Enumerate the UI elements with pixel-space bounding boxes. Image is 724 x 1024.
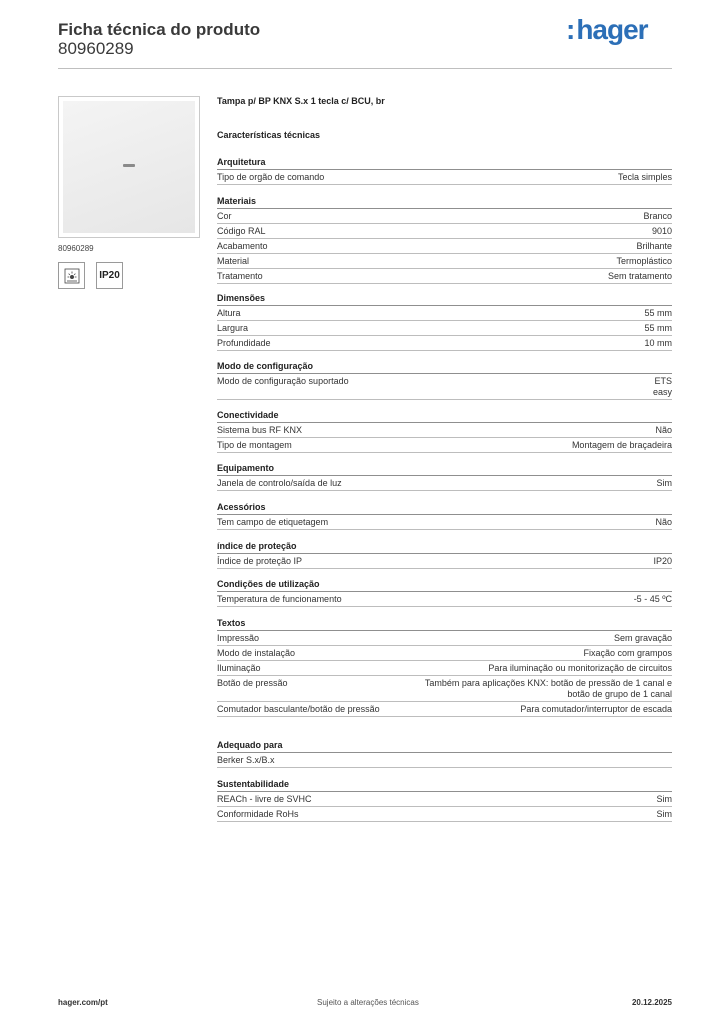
spec-value: Para comutador/interruptor de escada (520, 703, 672, 714)
section-title: Dimensões (217, 292, 672, 306)
spec-label: Sistema bus RF KNX (217, 424, 303, 435)
spec-value: Sim (656, 477, 672, 488)
section-title: Acessórios (217, 501, 672, 515)
spec-row (217, 170, 672, 185)
section-title: Equipamento (217, 462, 672, 476)
spec-row (217, 592, 672, 607)
spec-section (217, 617, 672, 717)
spec-row (217, 269, 672, 284)
product-image (58, 96, 200, 238)
spec-label: Conformidade RoHs (217, 808, 299, 819)
spec-section (217, 501, 672, 530)
spec-label: Largura (217, 322, 249, 333)
section-title: índice de proteção (217, 540, 672, 554)
spec-section (217, 409, 672, 453)
spec-row (217, 224, 672, 239)
logo-text: hager (576, 14, 648, 45)
spec-label: Altura (217, 307, 241, 318)
spec-label: Modo de configuração suportado (217, 375, 349, 386)
spec-label: Iluminação (217, 662, 261, 673)
spec-section (217, 578, 672, 607)
spec-label: Janela de controlo/saída de luz (217, 477, 342, 488)
spec-value: 55 mm (644, 307, 672, 318)
spec-label: Material (217, 255, 250, 266)
spec-value: -5 - 45 ºC (633, 593, 672, 604)
spec-row (217, 239, 672, 254)
spec-label: Tipo de montagem (217, 439, 292, 450)
spec-value: Para iluminação ou monitorização de circuitos (488, 662, 672, 673)
spec-row (217, 374, 672, 400)
spec-value: 55 mm (644, 322, 672, 333)
spec-row (217, 476, 672, 491)
spec-row (217, 306, 672, 321)
spec-row (217, 321, 672, 336)
spec-value: Sim (656, 808, 672, 819)
spec-label: Berker S.x/B.x (217, 754, 275, 765)
section-title: Conectividade (217, 409, 672, 423)
footer-date: 20.12.2025 (631, 998, 672, 1007)
spec-label: Código RAL (217, 225, 266, 236)
hager-logo: :hager (566, 14, 648, 45)
spec-section (217, 195, 672, 284)
product-code: 80960289 (58, 39, 134, 58)
spec-section (217, 739, 672, 768)
spec-row (217, 438, 672, 453)
spec-section (217, 156, 672, 185)
product-name: Tampa p/ BP KNX S.x 1 tecla c/ BCU, br (217, 96, 385, 106)
spec-row (217, 676, 672, 702)
spec-value: ETS easy (652, 375, 672, 397)
spec-value: Sem tratamento (607, 270, 672, 281)
spec-value: 10 mm (644, 337, 672, 348)
section-title: Adequado para (217, 739, 672, 753)
spec-value: 9010 (651, 225, 672, 236)
spec-row (217, 423, 672, 438)
ip-rating-badge: IP20 (96, 262, 123, 289)
section-title: Arquitetura (217, 156, 672, 170)
led-window (123, 164, 135, 167)
spec-section (217, 462, 672, 491)
spec-label: Tratamento (217, 270, 263, 281)
spec-value: Termoplástico (616, 255, 672, 266)
spec-value: IP20 (653, 555, 672, 566)
header-divider (58, 68, 672, 69)
spec-row (217, 702, 672, 717)
section-title: Condições de utilização (217, 578, 672, 592)
spec-row (217, 336, 672, 351)
spec-label: Tipo de orgão de comando (217, 171, 325, 182)
spec-value: Brilhante (636, 240, 672, 251)
footer-note: Sujeito a alterações técnicas (317, 998, 419, 1007)
section-title: Modo de configuração (217, 360, 672, 374)
footer-site: hager.com/pt (58, 998, 108, 1007)
image-caption: 80960289 (58, 244, 94, 253)
spec-section (217, 778, 672, 822)
section-title: Materiais (217, 195, 672, 209)
product-plate (63, 101, 195, 233)
spec-label: Botão de pressão (217, 677, 288, 688)
spec-row (217, 515, 672, 530)
technical-characteristics-title: Características técnicas (217, 130, 321, 140)
spec-label: REACh - livre de SVHC (217, 793, 312, 804)
spec-value: Sem gravação (613, 632, 672, 643)
spec-label: Profundidade (217, 337, 271, 348)
spec-value: Branco (643, 210, 672, 221)
spec-value: Tecla simples (617, 171, 672, 182)
spec-label: Índice de proteção IP (217, 555, 303, 566)
spec-value: Sim (656, 793, 672, 804)
light-icon (58, 262, 85, 289)
spec-row (217, 646, 672, 661)
spec-label: Tem campo de etiquetagem (217, 516, 329, 527)
spec-value: Fixação com grampos (583, 647, 672, 658)
spec-row (217, 792, 672, 807)
spec-value: Não (655, 424, 672, 435)
spec-label: Cor (217, 210, 232, 221)
spec-section (217, 360, 672, 400)
spec-row (217, 631, 672, 646)
spec-row (217, 661, 672, 676)
spec-label: Temperatura de funcionamento (217, 593, 342, 604)
spec-value: Também para aplicações KNX: botão de pressão de 1 canal e botão de grupo de 1 canal (424, 677, 672, 699)
spec-label: Acabamento (217, 240, 268, 251)
spec-row (217, 209, 672, 224)
spec-section (217, 292, 672, 351)
section-title: Sustentabilidade (217, 778, 672, 792)
spec-label: Modo de instalação (217, 647, 296, 658)
spec-row (217, 254, 672, 269)
page-title: Ficha técnica do produto (58, 20, 261, 39)
section-title: Textos (217, 617, 672, 631)
spec-row (217, 554, 672, 569)
spec-value: Montagem de braçadeira (571, 439, 672, 450)
spec-value: Não (655, 516, 672, 527)
spec-row (217, 807, 672, 822)
spec-label: Comutador basculante/botão de pressão (217, 703, 380, 714)
spec-row (217, 753, 672, 768)
spec-label: Impressão (217, 632, 260, 643)
spec-section (217, 540, 672, 569)
